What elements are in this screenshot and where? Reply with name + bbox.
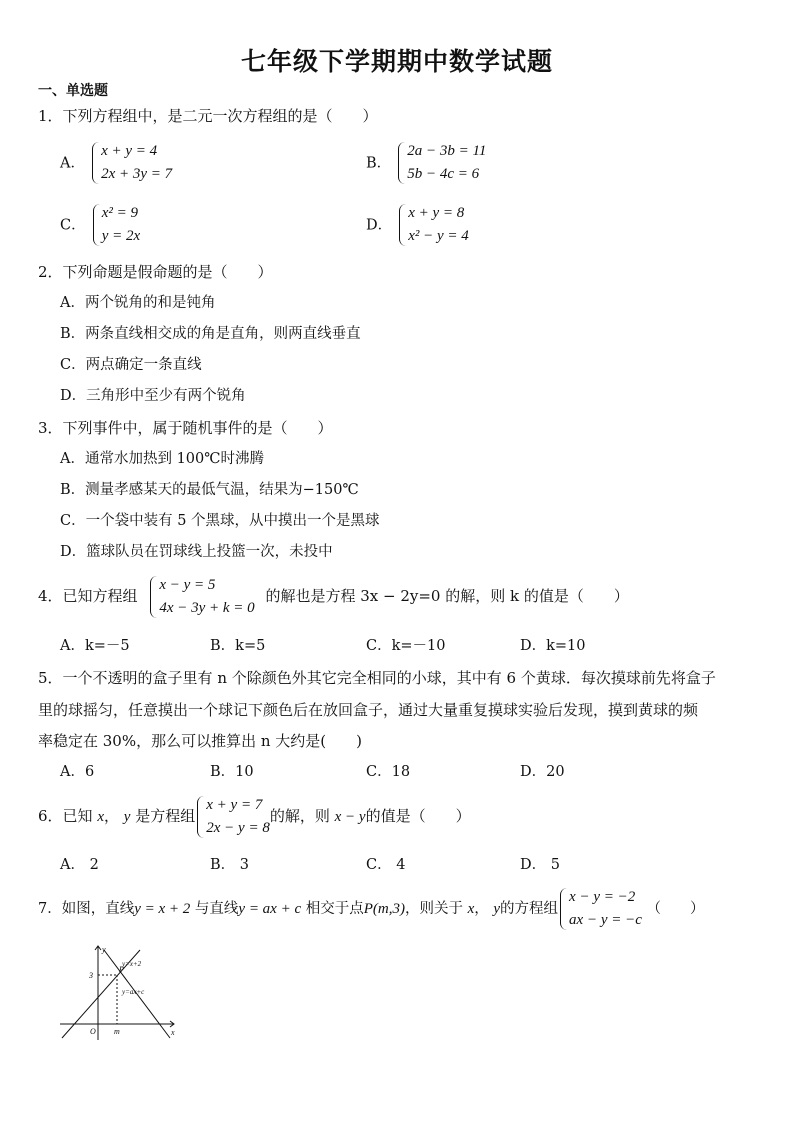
question-7-stem: 7．如图，直线y = x + 2 与直线y = ax + c 相交于点P(m,3)，则关于 x， y的方程组 x − y = −2 ax − y = −c （ ） [38,886,705,932]
q6-option-d[interactable]: D． 5 [520,857,560,873]
question-2-stem: 2．下列命题是假命题的是（ ） [38,263,273,281]
q2-option-d[interactable]: D．三角形中至少有两个锐角 [60,388,246,404]
equation-system: 2a − 3b = 11 5b − 4c = 6 [396,140,486,186]
q3-option-d[interactable]: D．篮球队员在罚球线上投篮一次，未投中 [60,544,333,560]
q1-option-d[interactable] [366,202,469,248]
q3-option-b[interactable]: B．测量孝感某天的最低气温，结果为−150℃ [60,482,359,498]
equation-system: x − y = 5 4x − 3y + k = 0 [148,574,254,620]
option-label: D． [366,217,393,234]
q5-option-d[interactable]: D．20 [520,764,565,780]
q1-option-b[interactable] [366,140,486,186]
q6-option-b[interactable]: B． 3 [210,857,249,873]
option-label: C． [60,217,86,234]
q5-option-b[interactable]: B．10 [210,764,254,780]
q2-option-b[interactable]: B．两条直线相交成的角是直角，则两直线垂直 [60,326,361,342]
tick-label-3: 3 [89,971,93,980]
equation-system: x + y = 8 x² − y = 4 [397,202,469,248]
q2-option-c[interactable]: C．两点确定一条直线 [60,357,202,373]
q1-option-c[interactable] [60,202,140,248]
section-heading: 一、单选题 [38,83,108,99]
equation-system: x + y = 4 2x + 3y = 7 [90,140,172,186]
question-5-line2: 里的球摇匀，任意摸出一个球记下颜色后在放回盒子，通过大量重复摸球实验后发现，摸到黄球的频 [38,701,699,719]
question-5-line1: 5．一个不透明的盒子里有 n 个除颜色外其它完全相同的小球，其中有 6 个黄球．每次摸球前先将盒子 [38,669,716,687]
equation-system: x + y = 7 2x − y = 8 [195,794,270,840]
question-5-line3: 率稳定在 30%，那么可以推算出 n 大约是( ) [38,732,363,750]
equation-system: x − y = −2 ax − y = −c [558,886,642,932]
point-p-label: P [119,965,124,974]
x-axis-label: x [171,1028,175,1037]
q7-graph-figure [58,942,180,1042]
question-1-stem: 1．下列方程组中，是二元一次方程组的是（ ） [38,107,378,125]
q5-option-a[interactable]: A．6 [60,764,95,780]
q3-option-c[interactable]: C．一个袋中装有 5 个黑球，从中摸出一个是黑球 [60,513,380,529]
q2-option-a[interactable]: A．两个锐角的和是钝角 [60,295,216,311]
q3-option-a[interactable]: A．通常水加热到 100℃时沸腾 [60,451,264,467]
q6-option-c[interactable]: C． 4 [366,857,406,873]
y-axis-label: y [102,945,106,954]
tick-label-m: m [114,1027,120,1036]
option-label: A． [60,155,85,172]
line-label-1: y=x+2 [122,960,142,968]
q5-option-c[interactable]: C．18 [366,764,411,780]
origin-label: O [90,1027,96,1036]
question-4-stem: 4．已知方程组 x − y = 5 4x − 3y + k = 0 的解也是方程 3x − 2y=0 的解，则 k 的值是（ ） [38,574,629,620]
q1-option-a[interactable] [60,140,172,186]
question-6-stem: 6．已知 x， y 是方程组 x + y = 7 2x − y = 8 的解，则 x − y的值是（ ） [38,794,471,840]
q4-option-b[interactable]: B．k=5 [210,638,266,654]
line-label-2: y=ax+c [122,988,145,996]
q4-option-c[interactable]: C．k=－10 [366,638,446,654]
q4-option-d[interactable]: D．k=10 [520,638,586,654]
page-title: 七年级下学期期中数学试题 [240,47,553,76]
q6-option-a[interactable]: A． 2 [60,857,99,873]
question-3-stem: 3．下列事件中，属于随机事件的是（ ） [38,419,333,437]
option-label: B． [366,155,392,172]
q4-option-a[interactable]: A．k=－5 [60,638,130,654]
equation-system: x² = 9 y = 2x [91,202,140,248]
